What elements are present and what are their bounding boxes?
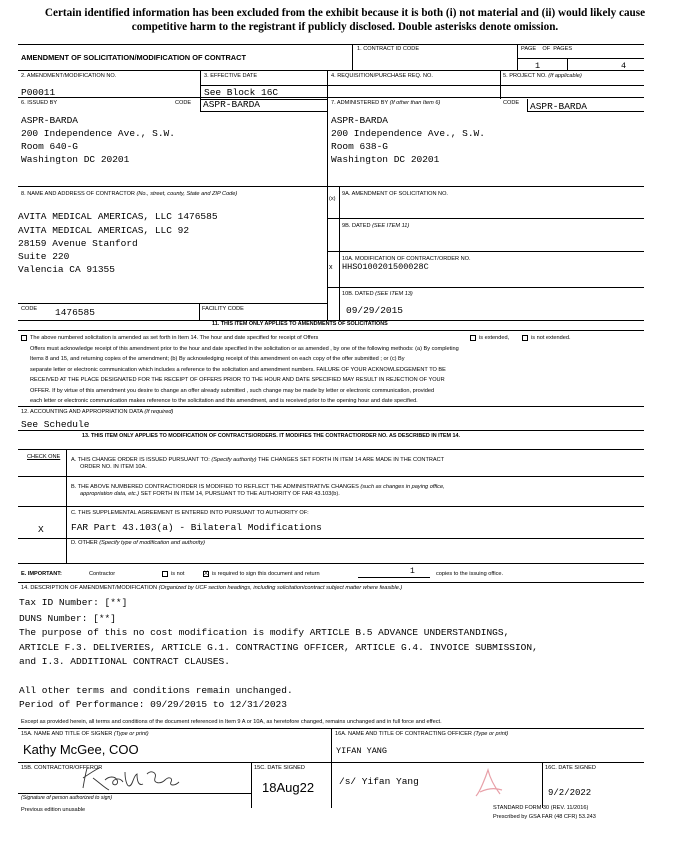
item11-para2: Items 8 and 15, and returning copies of the amendment; (b) By acknowledging receipt of this amendment on each copy of the offer submitted ; or (c) By [30, 356, 405, 362]
item10a-label: 10A. MODIFICATION OF CONTRACT/ORDER NO. [342, 256, 471, 262]
administered-by-line2: 200 Independence Ave., S.W. [331, 128, 485, 139]
page-label: PAGE OF PAGES [521, 46, 573, 52]
item10b-label: 10B. DATED (SEE ITEM 13) [342, 291, 413, 297]
item13-title: 13. THIS ITEM ONLY APPLIES TO MODIFICATION OF CONTRACTS/ORDERS. IT MODIFIES THE CONTRACT/ORDER NO. AS DESCRIBED IN ITEM 14. [82, 433, 460, 439]
effective-date: See Block 16C [204, 87, 279, 98]
important-label: E. IMPORTANT: [21, 571, 62, 577]
item11-para5: OFFER. If by virtue of this amendment you desire to change an offer already submitted , such change may be made by letter or electronic communication, provided [30, 388, 435, 394]
page-count: 4 [621, 61, 627, 71]
not-extended-label: is not extended. [531, 335, 571, 341]
officer-date-signed: 9/2/2022 [548, 788, 592, 798]
contractor-signature [75, 762, 185, 794]
contractor-line1: AVITA MEDICAL AMERICAS, LLC 1476585 [18, 211, 218, 222]
previous-edition-note: Previous edition unusable [21, 807, 86, 813]
period-of-performance: Period of Performance: 09/29/2015 to 12/31/2023 [19, 699, 287, 710]
form-title: AMENDMENT OF SOLICITATION/MODIFICATION OF CONTRACT [21, 53, 246, 62]
issued-by-line4: Washington DC 20201 [21, 154, 130, 165]
signer-name: Kathy McGee, COO [23, 742, 139, 757]
duns-number: DUNS Number: [**] [19, 613, 116, 624]
item7-label: 7. ADMINISTERED BY (If other than Item 6) [331, 100, 441, 106]
description-line1: The purpose of this no cost modification is modify ARTICLE B.5 ADVANCE UNDERSTANDINGS, [19, 627, 510, 638]
item13a-line2: ORDER NO. IN ITEM 10A. [80, 464, 147, 470]
accounting-data: See Schedule [21, 419, 90, 430]
item15a-label: 15A. NAME AND TITLE OF SIGNER (Type or print) [21, 731, 149, 737]
issued-by-code: ASPR-BARDA [203, 99, 261, 110]
item9a-label: 9A. AMENDMENT OF SOLICITATION NO. [342, 191, 448, 197]
contract-date: 09/29/2015 [346, 305, 404, 316]
contracting-officer-signature: /s/ Yifan Yang [339, 776, 419, 787]
item11-para6: each letter or electronic communication makes reference to the solicitation and this amendment, and is received prior to the opening hour and date specified. [30, 398, 418, 404]
contractor-date-signed: 18Aug22 [262, 780, 315, 795]
issued-by-line1: ASPR-BARDA [21, 115, 79, 126]
item16c-label: 16C. DATE SIGNED [545, 765, 596, 771]
item13c-line1: C. THIS SUPPLEMENTAL AGREEMENT IS ENTERED INTO PURSUANT TO AUTHORITY OF: [71, 510, 309, 516]
item10a-mark: x [329, 264, 333, 271]
item3-label: 3. EFFECTIVE DATE [204, 73, 258, 79]
except-note: Except as provided herein, all terms and conditions of the document referenced in Item 9 A or 10A, as heretofore changed, remains unchanged and in full force and effect. [21, 719, 442, 725]
item13a-line1: A. THIS CHANGE ORDER IS ISSUED PURSUANT TO: (Specify authority) THE CHANGES SET FORTH IN ITEM 14 ARE MADE IN THE CONTRACT [71, 457, 445, 463]
is-required-checkbox[interactable]: X [204, 571, 209, 577]
administered-by-line3: Room 638-G [331, 141, 389, 152]
item11-line1: The above numbered solicitation is amended as set forth in Item 14. The hour and date specified for receipt of Offers [30, 335, 319, 341]
not-extended-checkbox[interactable] [522, 335, 528, 341]
item13c-authority: FAR Part 43.103(a) - Bilateral Modifications [71, 522, 322, 533]
item15c-label: 15C. DATE SIGNED [254, 765, 305, 771]
contractor-line4: Suite 220 [18, 251, 70, 262]
item14-label: 14. DESCRIPTION OF AMENDMENT/MODIFICATION (Organized by UCF section headings, including solicitation/contract subject matter where feasible.) [21, 585, 403, 591]
contractor-line3: 28159 Avenue Stanford [18, 238, 138, 249]
extended-label: is extended, [479, 335, 510, 341]
administered-by-line4: Washington DC 20201 [331, 154, 440, 165]
terms-unchanged: All other terms and conditions remain unchanged. [19, 685, 293, 696]
issued-by-line3: Room 640-G [21, 141, 79, 152]
item11-checkbox[interactable] [21, 335, 27, 341]
item12-label: 12. ACCOUNTING AND APPROPRIATION DATA (If required) [21, 409, 174, 415]
contractor-line5: Valencia CA 91355 [18, 264, 115, 275]
contractor-line2: AVITA MEDICAL AMERICAS, LLC 92 [18, 225, 190, 236]
copies-text: copies to the issuing office. [436, 571, 504, 577]
item13b-line2: appropriation data, etc.) SET FORTH IN ITEM 14, PURSUANT TO THE AUTHORITY OF FAR 43.103(b). [80, 491, 340, 497]
header-notice: Certain identified information has been excluded from the exhibit because it is both (i) not material and (ii) would likely cause competitive harm to the registrant if publicly disclosed. Double asterisks denote omission. [44, 7, 646, 33]
contract-id-label: 1. CONTRACT ID CODE [357, 46, 420, 52]
page-number: 1 [535, 61, 541, 71]
item4-label: 4. REQUISITION/PURCHASE REQ. NO. [331, 73, 433, 79]
item5-label: 5. PROJECT NO. (If applicable) [503, 73, 582, 79]
prescribed-by: Prescribed by GSA FAR (48 CFR) 53.243 [493, 814, 596, 820]
tax-id: Tax ID Number: [**] [19, 597, 128, 608]
description-line2: ARTICLE F.3. DELIVERIES, ARTICLE G.1. CONTRACTING OFFICER, ARTICLE G.4. INVOICE SUBMISSION, [19, 642, 538, 653]
item13d-line1: D. OTHER (Specify type of modification and authority) [71, 540, 206, 546]
administered-by-code: ASPR-BARDA [530, 101, 588, 112]
is-not-label: is not [171, 571, 185, 577]
item11-title: 11. THIS ITEM ONLY APPLIES TO AMENDMENTS OF SOLICITATIONS [212, 321, 388, 327]
issued-by-line2: 200 Independence Ave., S.W. [21, 128, 175, 139]
facility-code-label: FACILITY CODE [202, 306, 244, 312]
item13b-line1: B. THE ABOVE NUMBERED CONTRACT/ORDER IS MODIFIED TO REFLECT THE ADMINISTRATIVE CHANGES (such as changes in paying office, [71, 484, 445, 490]
signature-note: (Signature of person authorized to sign) [21, 795, 113, 801]
contract-number: HHSO100201500028C [342, 262, 429, 272]
administered-by-line1: ASPR-BARDA [331, 115, 389, 126]
item11-para3: separate letter or electronic communication which includes a reference to the solicitation and amendment numbers. FAILURE OF YOUR ACKNOWLEDGEMENT TO BE [30, 367, 446, 373]
contractor-code: 1476585 [55, 307, 95, 318]
officer-signature-mark [470, 766, 506, 802]
item7-code-label: CODE [503, 100, 520, 106]
is-required-label: is required to sign this document and return [212, 571, 320, 577]
description-line3: and I.3. ADDITIONAL CONTRACT CLAUSES. [19, 656, 230, 667]
contractor-word: Contractor [89, 571, 116, 577]
item6-label: 6. ISSUED BY [21, 100, 58, 106]
contractor-code-label: CODE [21, 306, 38, 312]
amendment-number: P00011 [21, 87, 56, 98]
item15b-label: 15B. CONTRACTOR/OFFEROR [21, 765, 103, 771]
item8-label: 8. NAME AND ADDRESS OF CONTRACTOR (No., street, county, State and ZIP Code) [21, 191, 238, 197]
contracting-officer-name: YIFAN YANG [336, 746, 388, 756]
item11-para4: RECEIVED AT THE PLACE DESIGNATED FOR THE RECEIPT OF OFFERS PRIOR TO THE HOUR AND DATE SPECIFIED MAY RESULT IN REJECTION OF YOUR [30, 377, 445, 383]
copies-count: 1 [410, 567, 415, 576]
is-not-checkbox[interactable] [162, 571, 168, 577]
check-one-label: CHECK ONE [27, 454, 61, 460]
item6-code-label: CODE [175, 100, 192, 106]
extended-checkbox[interactable] [470, 335, 476, 341]
item16a-label: 16A. NAME AND TITLE OF CONTRACTING OFFICER (Type or print) [335, 731, 509, 737]
item9b-label: 9B. DATED (SEE ITEM 11) [342, 223, 410, 229]
standard-form: STANDARD FORM 30 (REV. 11/2016) [493, 805, 589, 811]
item2-label: 2. AMENDMENT/MODIFICATION NO. [21, 73, 117, 79]
item11-para1: Offers must acknowledge receipt of this amendment prior to the hour and date specified in the solicitation or as amended , by one of the following methods: (a) By completing [30, 346, 459, 352]
item9a-mark: (x) [329, 196, 336, 202]
item13c-mark: X [38, 524, 44, 535]
